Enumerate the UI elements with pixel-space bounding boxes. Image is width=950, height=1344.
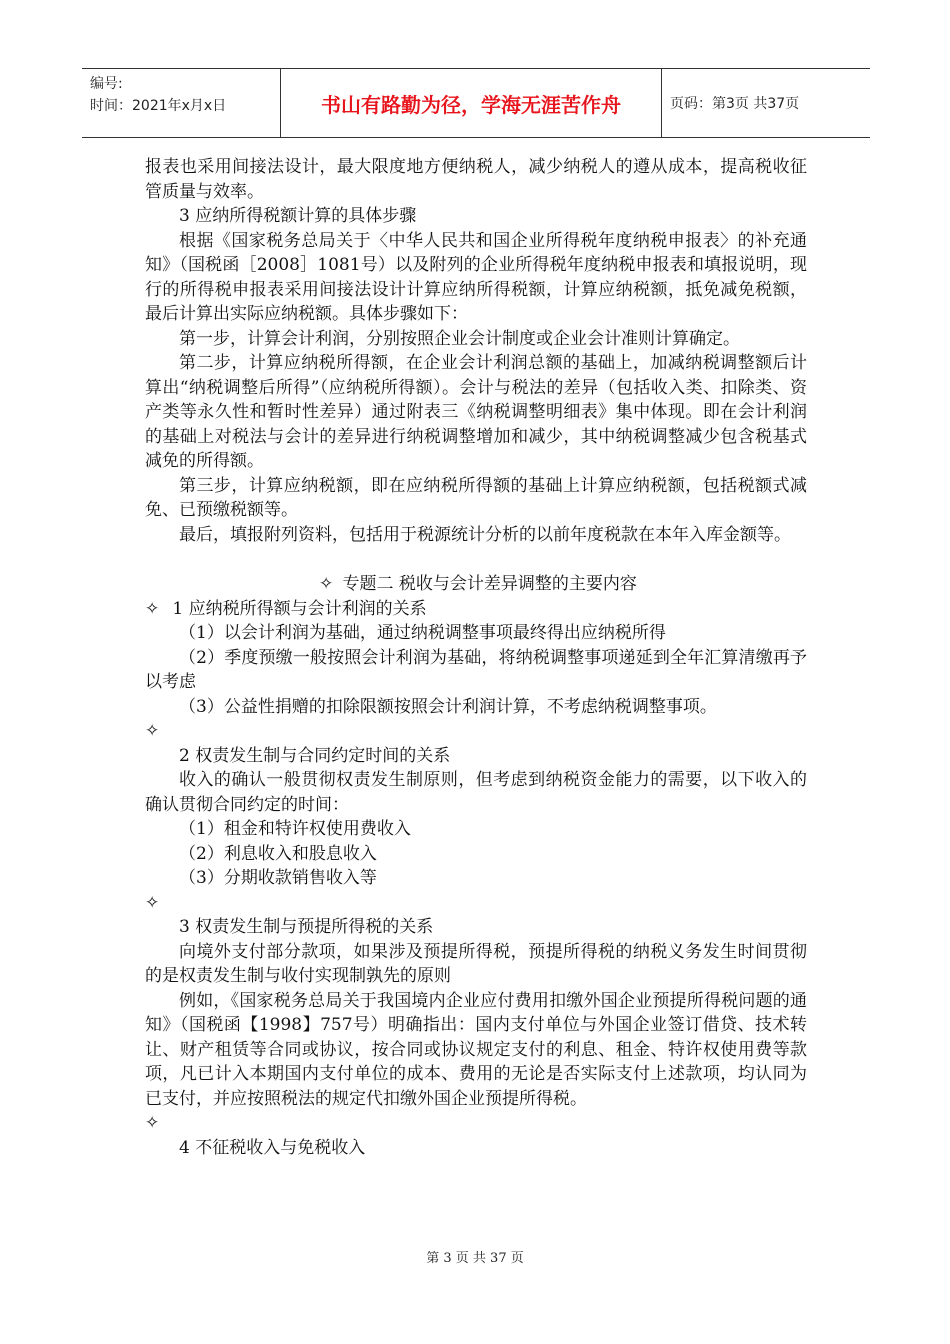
topic-title-row <box>145 572 807 597</box>
section-heading-row <box>145 597 807 622</box>
diamond-star-icon: ✧ <box>145 721 160 741</box>
section-heading: 1 应纳税所得额与会计利润的关系 <box>172 598 427 619</box>
list-item: （2）季度预缴一般按照会计利润为基础，将纳税调整事项递延到全年汇算清缴再予以考虑 <box>145 647 807 692</box>
list-item: （1）以会计利润为基础，通过纳税调整事项最终得出应纳税所得 <box>179 623 666 643</box>
paragraph: 收入的确认一般贯彻权责发生制原则，但考虑到纳税资金能力的需要，以下收入的确认贯彻合同约定的时间： <box>145 770 807 815</box>
header-motto: 书山有路勤为径，学海无涯苦作舟 <box>280 69 662 137</box>
diamond-star-icon: ✧ <box>318 574 334 594</box>
document-body <box>145 155 807 1160</box>
document-time-label: 时间：2021年x月x日 <box>90 98 227 114</box>
list-item: （1）租金和特许权使用费收入 <box>179 819 411 839</box>
paragraph: 第三步，计算应纳税额，即在应纳税所得额的基础上计算应纳税额，包括税额式减免、已预缴税额等。 <box>145 475 807 520</box>
paragraph: 最后，填报附列资料，包括用于税源统计分析的以前年度税款在本年入库金额等。 <box>179 524 791 545</box>
page-footer: 第 3 页 共 37 页 <box>426 1251 524 1266</box>
diamond-star-icon: ✧ <box>145 1113 160 1133</box>
document-number-label: 编号: <box>90 76 123 92</box>
section-heading: 2 权责发生制与合同约定时间的关系 <box>179 745 451 766</box>
paragraph: 向境外支付部分款项，如果涉及预提所得税，预提所得税的纳税义务发生时间贯彻的是权责发生制与收付实现制孰先的原则 <box>145 941 807 986</box>
list-item: （3）分期收款销售收入等 <box>179 868 377 888</box>
list-item: （2）利息收入和股息收入 <box>179 843 377 864</box>
list-item: （3）公益性捐赠的扣除限额按照会计利润计算，不考虑纳税调整事项。 <box>179 696 717 717</box>
diamond-star-icon: ✧ <box>145 598 160 619</box>
paragraph: 例如，《国家税务总局关于我国境内企业应付费用扣缴外国企业预提所得税问题的通知》（国税函【1998】757号）明确指出：国内支付单位与外国企业签订借贷、技术转让、财产租赁等合同或协议，按合同或协议规定支付的利息、租金、特许权使用费等款项，凡已计入本期国内支付单位的成本、费用的无论是否实际支付上述款项，均认同为已支付，并应按照税法的规定代扣缴外国企业预提所得税。 <box>145 990 807 1109</box>
header-meta <box>90 73 226 117</box>
topic-title: 专题二 税收与会计差异调整的主要内容 <box>342 574 637 594</box>
diamond-star-icon: ✧ <box>145 892 160 913</box>
paragraph: 第二步，计算应纳税所得额，在企业会计利润总额的基础上，加减纳税调整额后计算出“纳税调整后所得”（应纳税所得额）。会计与税法的差异（包括收入类、扣除类、资产类等永久性和暂时性差异）通过附表三《纳税调整明细表》集中体现。即在会计利润的基础上对税法与会计的差异进行纳税调整增加和减少，其中纳税调整减少包含税基式减免的所得额。 <box>145 353 807 471</box>
page-header <box>82 68 870 138</box>
section-heading: 3 应纳所得税额计算的具体步骤 <box>179 206 417 226</box>
paragraph: 第一步，计算会计利润，分别按照企业会计制度或企业会计准则计算确定。 <box>179 328 740 349</box>
paragraph: 根据《国家税务总局关于〈中华人民共和国企业所得税年度纳税申报表〉的补充通知》（国税函［2008］1081号）以及附列的企业所得税年度纳税申报表和填报说明，现行的所得税申报表采用间接法设计计算应纳所得税额，计算应纳税额，抵免减免税额，最后计算出实际应纳税额。具体步骤如下： <box>145 230 807 324</box>
header-page-info: 页码：第3页 共37页 <box>670 96 800 112</box>
section-heading: 4 不征税收入与免税收入 <box>179 1137 366 1158</box>
section-heading: 3 权责发生制与预提所得税的关系 <box>179 917 434 937</box>
paragraph: 报表也采用间接法设计，最大限度地方便纳税人，减少纳税人的遵从成本，提高税收征管质量与效率。 <box>145 157 807 202</box>
